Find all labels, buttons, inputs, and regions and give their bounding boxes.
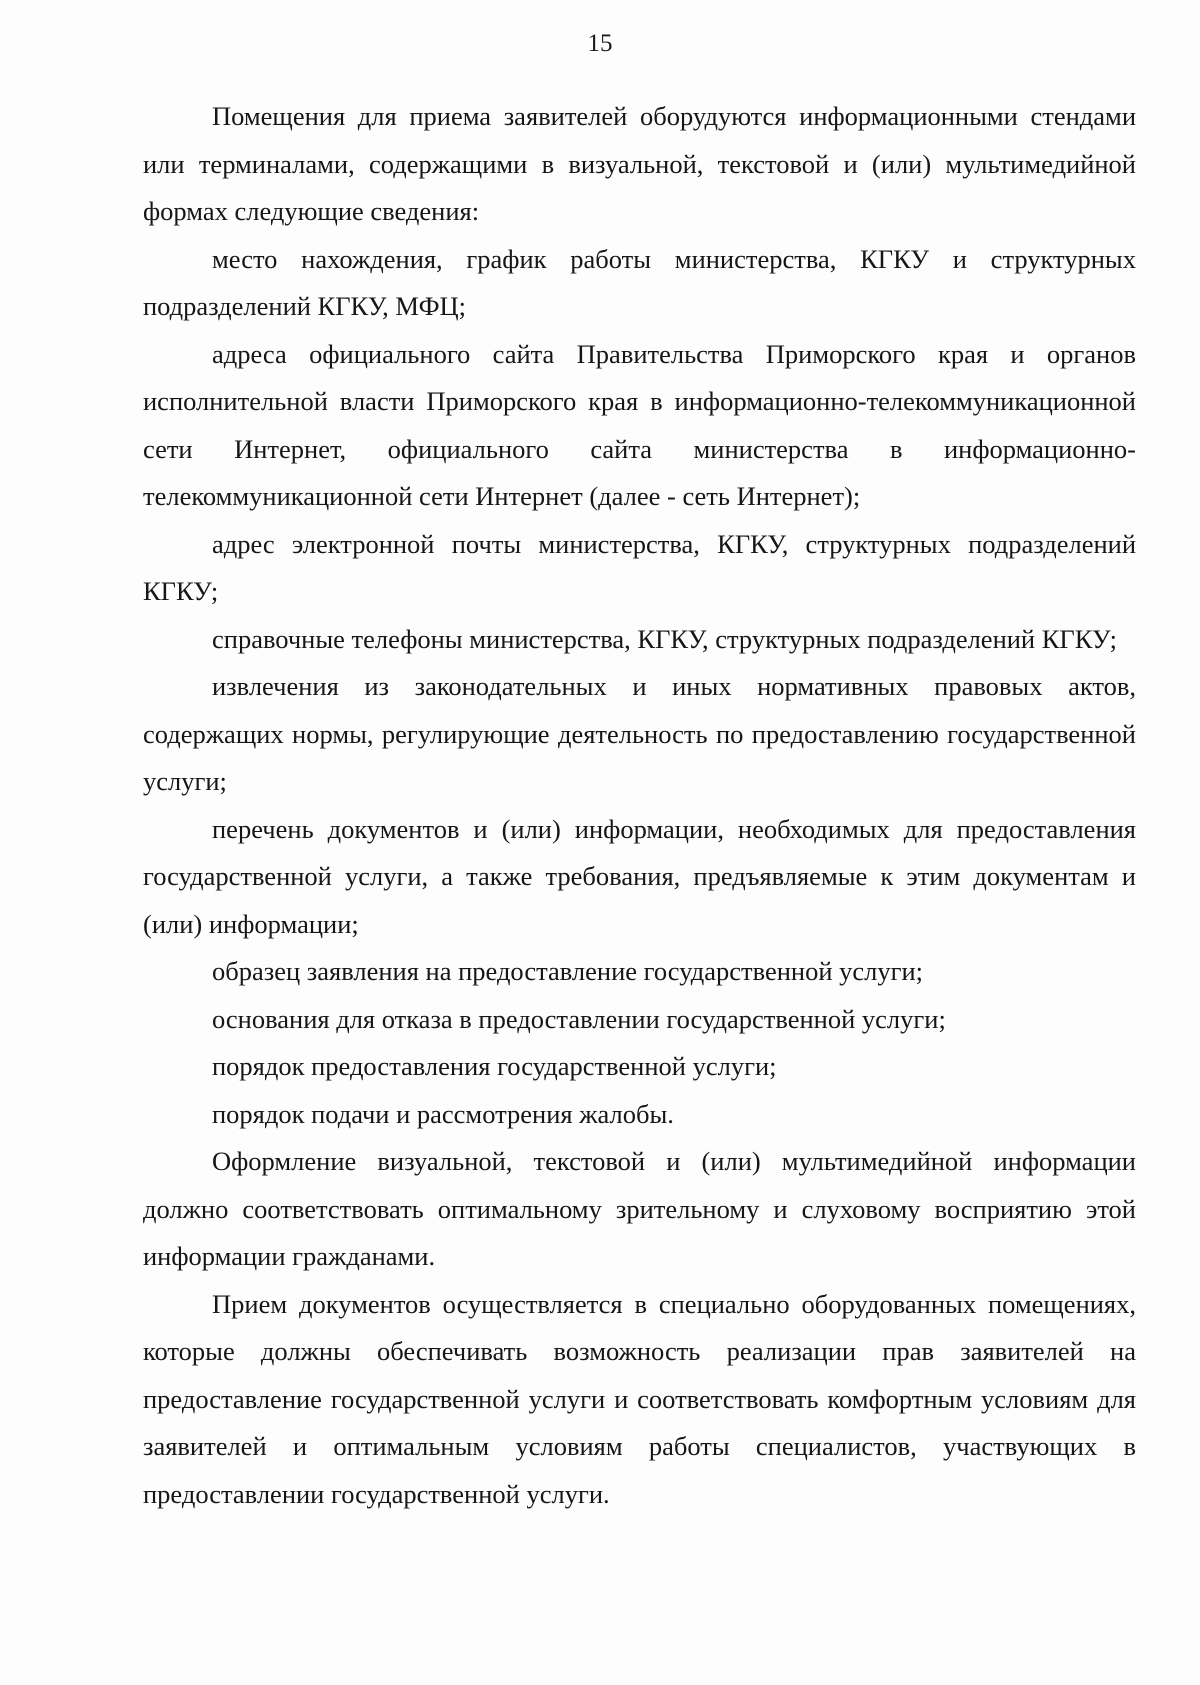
paragraph-legal-extracts: извлечения из законодательных и иных нормативных правовых актов, содержащих нормы, регулирующие деятельность по предоставлению государственной услуги; — [143, 671, 1136, 796]
paragraph-complaint-procedure: порядок подачи и рассмотрения жалобы. — [212, 1098, 674, 1129]
document-body — [143, 93, 1136, 1518]
paragraph-refusal-grounds: основания для отказа в предоставлении государственной услуги; — [212, 1003, 946, 1034]
paragraph-document-list: перечень документов и (или) информации, необходимых для предоставления государственной услуги, а также требования, предъявляемые к этим документам и (или) информации; — [143, 813, 1136, 939]
paragraph-premises-intro: Помещения для приема заявителей оборудуются информационными стендами или терминалами, содержащими в визуальной, текстовой и (или) мультимедийной формах следующие сведения: — [143, 101, 1136, 226]
page-number: 15 — [587, 30, 613, 57]
paragraph-website-addresses: адреса официального сайта Правительства Приморского края и органов исполнительной власти Приморского края в информационно-телекоммуникационной сети Интернет, официального сайта министерства в информационно-телекоммуникационной сети Интернет (далее - сеть Интернет); — [143, 338, 1136, 511]
paragraph-location-schedule: место нахождения, график работы министерства, КГКУ и структурных подразделений КГКУ, МФЦ; — [143, 243, 1136, 321]
paragraph-email-address: адрес электронной почты министерства, КГКУ, структурных подразделений КГКУ; — [143, 528, 1136, 606]
paragraph-information-design: Оформление визуальной, текстовой и (или) мультимедийной информации должно соответствовать оптимальному зрительному и слуховому восприятию этой информации гражданами. — [143, 1146, 1136, 1271]
paragraph-document-reception: Прием документов осуществляется в специально оборудованных помещениях, которые должны обеспечивать возможность реализации прав заявителей на предоставление государственной услуги и соответствовать комфортным условиям для заявителей и оптимальным условиям работы специалистов, участвующих в предоставлении государственной услуги. — [143, 1288, 1136, 1509]
paragraph-service-procedure: порядок предоставления государственной услуги; — [212, 1051, 777, 1081]
paragraph-phone-numbers: справочные телефоны министерства, КГКУ, структурных подразделений КГКУ; — [212, 623, 1117, 654]
paragraph-application-sample: образец заявления на предоставление государственной услуги; — [212, 956, 924, 986]
